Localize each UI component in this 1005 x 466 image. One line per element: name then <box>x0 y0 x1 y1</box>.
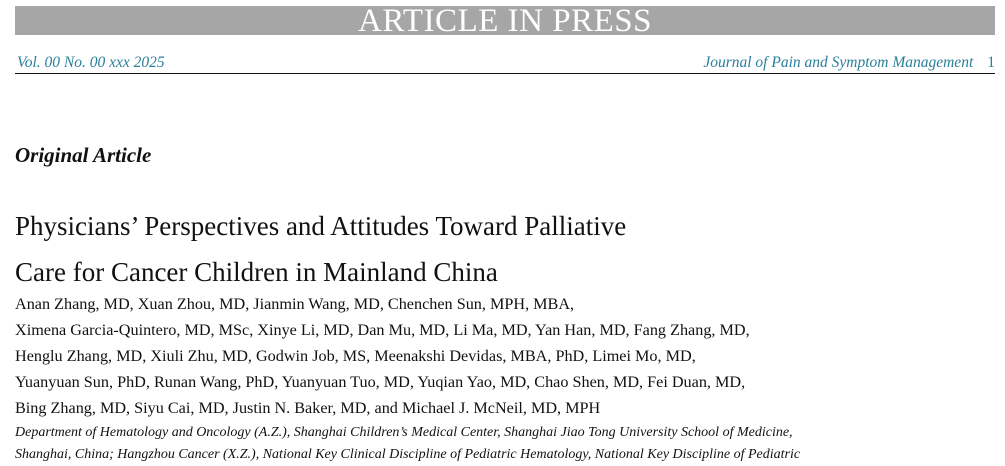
article-in-press-banner: ARTICLE IN PRESS <box>15 6 995 35</box>
affiliation-line: Shanghai, China; Hangzhou Cancer (X.Z.), National Key Clinical Discipline of Pediatric Hematology, National Key Discipline of Pediatric <box>15 447 801 462</box>
title-line-1: Physicians’ Perspectives and Attitudes Toward Palliative <box>15 211 627 241</box>
author-line: Yuanyuan Sun, PhD, Runan Wang, PhD, Yuanyuan Tuo, MD, Yuqian Yao, MD, Chao Shen, MD, Fei Duan, MD, <box>15 373 746 391</box>
affiliations <box>15 422 1005 466</box>
author-list <box>15 291 1000 421</box>
article-title <box>15 203 815 295</box>
journal-title[interactable]: Journal of Pain and Symptom Management <box>703 54 974 71</box>
title-line-2: Care for Cancer Children in Mainland China <box>15 257 498 287</box>
article-type-label: Original Article <box>15 143 152 167</box>
volume-issue-link[interactable]: Vol. 00 No. 00 xxx 2025 <box>17 54 165 71</box>
author-line: Henglu Zhang, MD, Xiuli Zhu, MD, Godwin Job, MS, Meenakshi Devidas, MBA, PhD, Limei Mo, MD, <box>15 347 696 365</box>
affiliation-line: Department of Hematology and Oncology (A.Z.), Shanghai Children’s Medical Center, Shanghai Jiao Tong University School of Medicine, <box>15 425 793 440</box>
running-head <box>15 53 995 74</box>
author-line: Ximena Garcia-Quintero, MD, MSc, Xinye Li, MD, Dan Mu, MD, Li Ma, MD, Yan Han, MD, Fang Zhang, MD, <box>15 321 750 339</box>
journal-name[interactable] <box>703 54 995 72</box>
author-line: Anan Zhang, MD, Xuan Zhou, MD, Jianmin Wang, MD, Chenchen Sun, MPH, MBA, <box>15 295 575 313</box>
author-line: Bing Zhang, MD, Siyu Cai, MD, Justin N. Baker, MD, and Michael J. McNeil, MD, MPH <box>15 399 601 417</box>
page-number: 1 <box>987 54 995 71</box>
